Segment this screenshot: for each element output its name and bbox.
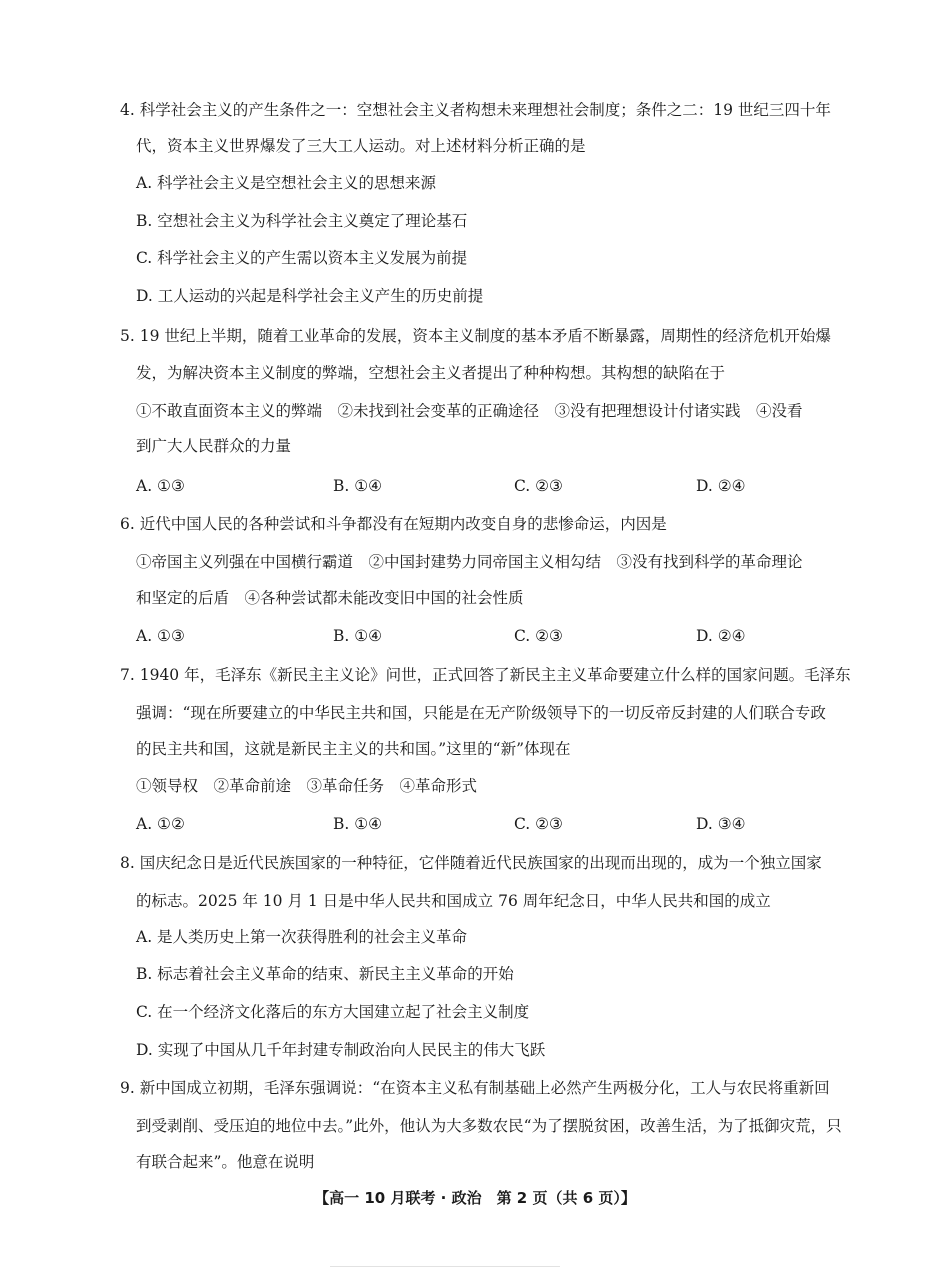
q5-stem-line-2: 发，为解决资本主义制度的弊端，空想社会主义者提出了种种构想。其构想的缺陷在于 [136,364,726,382]
q6-items-line-1: ①帝国主义列强在中国横行霸道 ②中国封建势力同帝国主义相勾结 ③没有找到科学的革命理论 [136,553,803,571]
q9-stem-line-3: 有联合起来”。他意在说明 [136,1153,315,1171]
q7-option-c: C. ②③ [514,815,563,833]
q4-option-a: A. 科学社会主义是空想社会主义的思想来源 [136,174,437,192]
q4-option-c: C. 科学社会主义的产生需以资本主义发展为前提 [136,249,468,267]
q5-option-a: A. ①③ [136,477,185,495]
page-footer: 【高一 10 月联考 · 政治 第 2 页（共 6 页）】 [314,1189,636,1207]
q5-stem-line-1: 5. 19 世纪上半期，随着工业革命的发展，资本主义制度的基本矛盾不断暴露，周期性的经济危机开始爆 [120,327,831,345]
q8-option-c: C. 在一个经济文化落后的东方大国建立起了社会主义制度 [136,1003,530,1021]
q8-stem-line-1: 8. 国庆纪念日是近代民族国家的一种特征，它伴随着近代民族国家的出现而出现的，成为一个独立国家 [120,854,822,872]
q4-option-b: B. 空想社会主义为科学社会主义奠定了理论基石 [136,212,468,230]
q6-option-b: B. ①④ [333,627,383,645]
q7-stem-line-3: 的民主共和国，这就是新民主主义的共和国。”这里的“新”体现在 [136,740,571,758]
q5-option-d: D. ②④ [696,477,746,495]
q7-option-d: D. ③④ [696,815,746,833]
q8-option-d: D. 实现了中国从几千年封建专制政治向人民民主的伟大飞跃 [136,1041,546,1059]
q8-stem-line-2: 的标志。2025 年 10 月 1 日是中华人民共和国成立 76 周年纪念日，中华人民共和国的成立 [136,892,771,910]
q6-option-c: C. ②③ [514,627,563,645]
q6-items-line-2: 和坚定的后盾 ④各种尝试都未能改变旧中国的社会性质 [136,589,524,607]
q6-option-a: A. ①③ [136,627,185,645]
q6-option-d: D. ②④ [696,627,746,645]
bottom-divider [330,1266,560,1267]
q5-items-line-2: 到广大人民群众的力量 [136,437,292,455]
q6-stem-line-1: 6. 近代中国人民的各种尝试和斗争都没有在短期内改变自身的悲惨命运，内因是 [120,515,667,533]
q5-option-b: B. ①④ [333,477,383,495]
q7-stem-line-2: 强调：“现在所要建立的中华民主共和国，只能是在无产阶级领导下的一切反帝反封建的人们联合专政 [136,704,826,722]
q7-stem-line-1: 7. 1940 年，毛泽东《新民主主义论》问世，正式回答了新民主主义革命要建立什么样的国家问题。毛泽东 [120,666,851,684]
q8-option-b: B. 标志着社会主义革命的结束、新民主主义革命的开始 [136,965,514,983]
q7-option-a: A. ①② [136,815,185,833]
q7-items-line-1: ①领导权 ②革命前途 ③革命任务 ④革命形式 [136,777,478,795]
q4-option-d: D. 工人运动的兴起是科学社会主义产生的历史前提 [136,287,484,305]
q9-stem-line-2: 到受剥削、受压迫的地位中去。”此外，他认为大多数农民“为了摆脱贫困，改善生活，为了抵御灾荒，只 [136,1117,842,1135]
q4-stem-line-2: 代，资本主义世界爆发了三大工人运动。对上述材料分析正确的是 [136,137,586,155]
q5-items-line-1: ①不敢直面资本主义的弊端 ②未找到社会变革的正确途径 ③没有把理想设计付诸实践 ④没看 [136,402,803,420]
q7-option-b: B. ①④ [333,815,383,833]
q8-option-a: A. 是人类历史上第一次获得胜利的社会主义革命 [136,928,468,946]
q9-stem-line-1: 9. 新中国成立初期，毛泽东强调说：“在资本主义私有制基础上必然产生两极分化，工人与农民将重新回 [120,1079,830,1097]
q4-stem-line-1: 4. 科学社会主义的产生条件之一：空想社会主义者构想未来理想社会制度；条件之二：19 世纪三四十年 [120,101,831,119]
q5-option-c: C. ②③ [514,477,563,495]
